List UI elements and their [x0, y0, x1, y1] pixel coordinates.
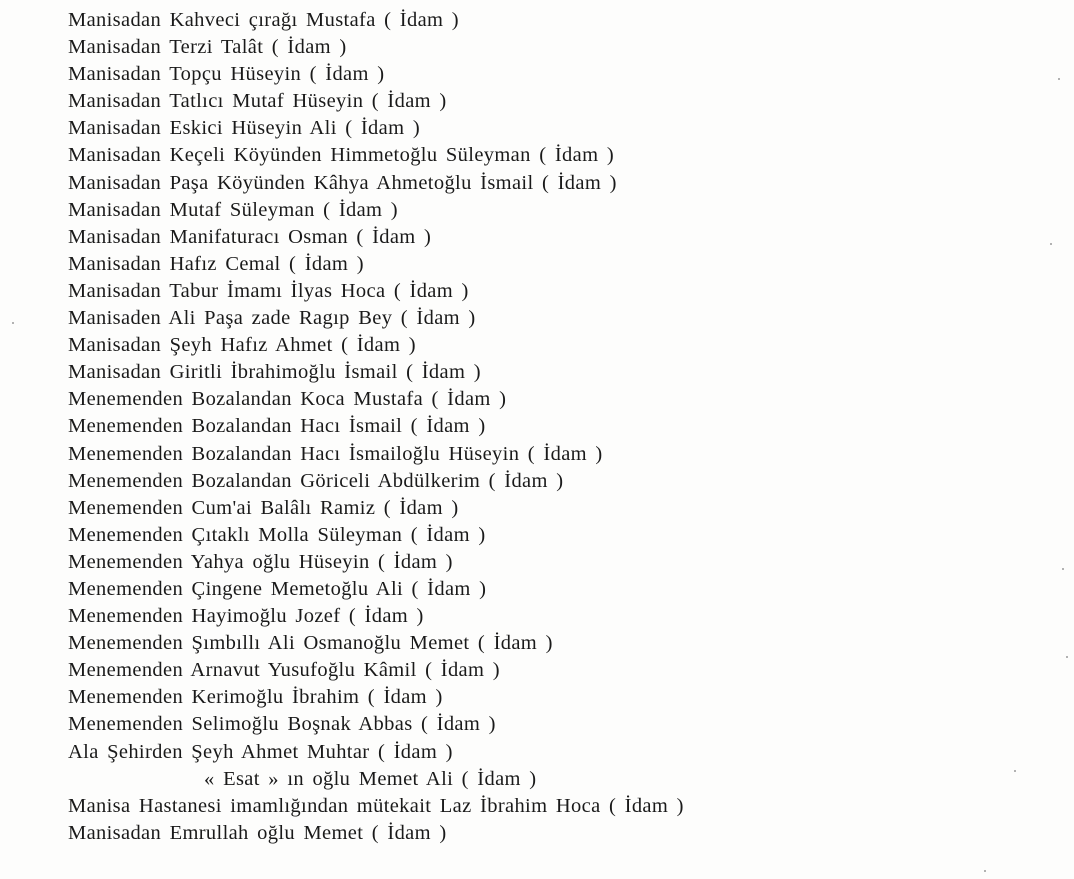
execution-list [68, 7, 684, 847]
list-entry: Manisadan Terzi Talât ( İdam ) [68, 36, 347, 59]
list-entry: Menemenden Bozalandan Hacı İsmail ( İdam ) [68, 415, 486, 438]
list-entry: Manisadan Eskici Hüseyin Ali ( İdam ) [68, 117, 421, 140]
paper-speck [1050, 243, 1052, 245]
paper-speck [984, 870, 986, 872]
list-entry: Manisadan Tabur İmamı İlyas Hoca ( İdam ) [68, 279, 469, 302]
paper-speck [1058, 78, 1060, 80]
list-entry: Manisadan Şeyh Hafız Ahmet ( İdam ) [68, 334, 416, 357]
list-entry-continuation: « Esat » ın oğlu Memet Ali ( İdam ) [204, 767, 537, 790]
list-entry: Manisadan Manifaturacı Osman ( İdam ) [68, 225, 432, 248]
list-entry: Manisa Hastanesi imamlığından mütekait Laz İbrahim Hoca ( İdam ) [68, 794, 684, 817]
list-entry: Manisaden Ali Paşa zade Ragıp Bey ( İdam ) [68, 307, 476, 330]
list-entry: Menemenden Selimoğlu Boşnak Abbas ( İdam ) [68, 713, 496, 736]
list-entry: Manisadan Topçu Hüseyin ( İdam ) [68, 63, 385, 86]
paper-speck [1014, 770, 1016, 772]
list-entry: Menemenden Çingene Memetoğlu Ali ( İdam ) [68, 577, 487, 600]
list-entry: Menemenden Cum'ai Balâlı Ramiz ( İdam ) [68, 496, 459, 519]
paper-speck [1066, 656, 1068, 658]
list-entry: Manisadan Emrullah oğlu Memet ( İdam ) [68, 821, 447, 844]
paper-speck [1062, 568, 1064, 570]
list-entry: Menemenden Kerimoğlu İbrahim ( İdam ) [68, 686, 443, 709]
list-entry: Menemenden Bozalandan Koca Mustafa ( İdam ) [68, 388, 507, 411]
list-entry: Manisadan Paşa Köyünden Kâhya Ahmetoğlu İsmail ( İdam ) [68, 171, 617, 194]
list-entry: Manisadan Kahveci çırağı Mustafa ( İdam ) [68, 9, 459, 31]
list-entry: Manisadan Mutaf Süleyman ( İdam ) [68, 198, 398, 221]
list-entry: Menemenden Yahya oğlu Hüseyin ( İdam ) [68, 550, 453, 573]
list-entry: Manisadan Keçeli Köyünden Himmetoğlu Süleyman ( İdam ) [68, 144, 615, 167]
list-entry: Manisadan Giritli İbrahimoğlu İsmail ( İdam ) [68, 361, 481, 384]
list-entry: Menemenden Hayimoğlu Jozef ( İdam ) [68, 605, 424, 628]
list-entry: Menemenden Bozalandan Hacı İsmailoğlu Hüseyin ( İdam ) [68, 442, 603, 465]
list-entry: Ala Şehirden Şeyh Ahmet Muhtar ( İdam ) [68, 740, 453, 763]
paper-speck [12, 322, 14, 324]
list-entry: Menemenden Bozalandan Göriceli Abdülkerim ( İdam ) [68, 469, 564, 492]
list-entry: Menemenden Çıtaklı Molla Süleyman ( İdam ) [68, 523, 486, 546]
list-entry: Manisadan Tatlıcı Mutaf Hüseyin ( İdam ) [68, 90, 447, 113]
list-entry: Manisadan Hafız Cemal ( İdam ) [68, 252, 364, 275]
list-entry: Menemenden Arnavut Yusufoğlu Kâmil ( İdam ) [68, 659, 500, 682]
list-entry: Menemenden Şımbıllı Ali Osmanoğlu Memet ( İdam ) [68, 632, 553, 655]
